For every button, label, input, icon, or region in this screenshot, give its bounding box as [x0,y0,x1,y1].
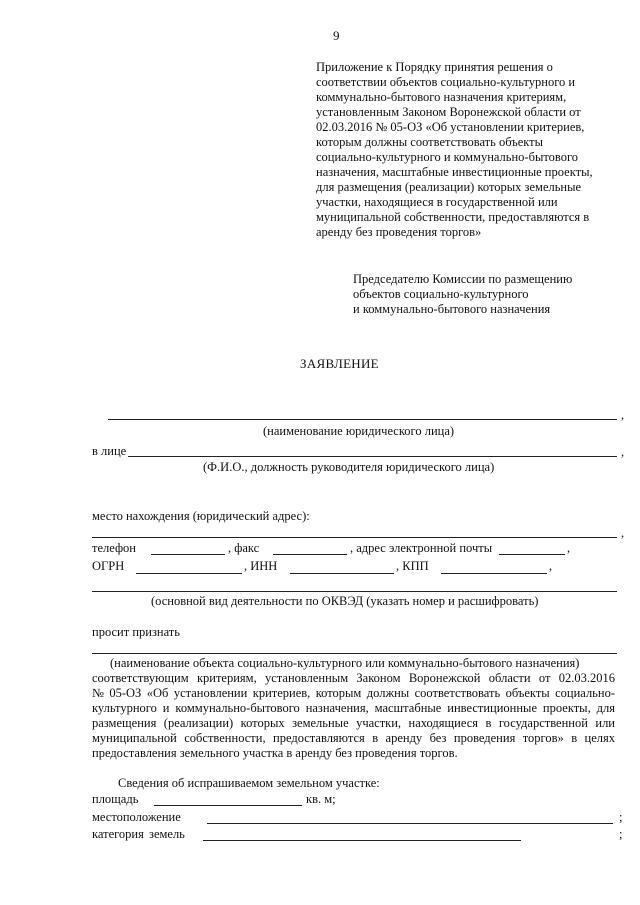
appendix-line: Приложение к Порядку принятия решения о [316,60,553,74]
object-name-field[interactable] [92,653,617,654]
comma-mark: , [621,445,625,459]
category-label: категория [92,827,144,841]
paragraph-line: соответствующим критериям, установленным Законом Воронежской области от 02.03.2016 [92,671,615,685]
area-unit: кв. м; [306,792,336,806]
paragraph-line: № 05-ОЗ «Об установлении критериев, которым должны соответствовать объекты социально- [92,686,615,700]
ogrn-label: ОГРН [92,559,125,573]
legal-address-field[interactable] [92,537,617,538]
kpp-field[interactable] [441,573,547,574]
appendix-reference [316,60,616,240]
paragraph-line: размещения (реализации) которых земельные участки, находящиеся в государственной или [92,716,615,730]
fax-label: , факс [228,541,260,555]
addressee-line: и коммунально-бытового назначения [353,302,551,316]
semicolon-mark: ; [619,810,623,824]
comma-mark: , [621,408,625,422]
appendix-line: 02.03.2016 № 05-ОЗ «Об установлении критериев, [316,120,585,134]
document-title: ЗАЯВЛЕНИЕ [300,356,379,371]
head-caption: (Ф.И.О., должность руководителя юридического лица) [203,460,495,474]
ogrn-field[interactable] [136,573,242,574]
email-field[interactable] [499,554,565,555]
land-category-field[interactable] [203,840,521,841]
inn-label: , ИНН [244,559,278,573]
email-label: , адрес электронной почты [350,541,493,555]
appendix-line: муниципальной собственности, предоставляются в [316,210,590,224]
location-label: местоположение [92,810,181,824]
okved-field[interactable] [92,591,617,592]
comma-mark: , [549,559,553,573]
area-field[interactable] [154,805,302,806]
comma-mark: , [567,541,571,555]
paragraph-line: культурного и коммунально-бытового назначения, масштабные инвестиционные проекты, для [92,701,615,715]
appendix-line: которым должны соответствовать объекты [316,135,544,149]
lands-label: земель [149,827,185,841]
semicolon-mark: ; [619,827,623,841]
phone-label: телефон [92,541,136,555]
comma-mark: , [621,526,625,540]
addressee-block [353,272,572,317]
legal-entity-name-field[interactable] [108,419,617,420]
legal-entity-caption: (наименование юридического лица) [263,424,455,438]
appendix-line: соответствии объектов социально-культурного и [316,75,576,89]
page-number: 9 [333,28,340,43]
paragraph-line: предоставления земельного участка в аренду без проведения торгов. [92,746,458,760]
appendix-line: назначения, масштабные инвестиционные проекты, [316,165,593,179]
appendix-line: участки, находящиеся в государственной или [316,195,558,209]
fax-field[interactable] [273,554,347,555]
head-name-field[interactable] [128,456,617,457]
kpp-label: , КПП [396,559,429,573]
paragraph-line: муниципальной собственности, предоставляются в аренду без проведения торгов» в целях [92,731,615,745]
appendix-line: для размещения (реализации) которых земельные [316,180,582,194]
requests-label: просит признать [92,625,180,639]
object-caption: (наименование объекта социально-культурного или коммунально-бытового назначения) [110,656,580,670]
address-label: место нахождения (юридический адрес): [92,509,310,523]
location-field[interactable] [207,823,613,824]
phone-field[interactable] [151,554,225,555]
addressee-line: Председателю Комиссии по размещению [353,272,573,286]
appendix-line: аренду без проведения торгов» [316,225,482,239]
inn-field[interactable] [290,573,394,574]
appendix-line: социально-культурного и коммунально-бытового [316,150,579,164]
addressee-line: объектов социально-культурного [353,287,529,301]
land-info-heading: Сведения об испрашиваемом земельном участке: [118,776,380,790]
represented-by-label: в лице [92,444,127,458]
okved-caption: (основной вид деятельности по ОКВЭД (указать номер и расшифровать) [151,594,539,608]
appendix-line: коммунально-бытового назначения критериям, [316,90,567,104]
area-label: площадь [92,792,139,806]
appendix-line: установленным Законом Воронежской области от [316,105,581,119]
